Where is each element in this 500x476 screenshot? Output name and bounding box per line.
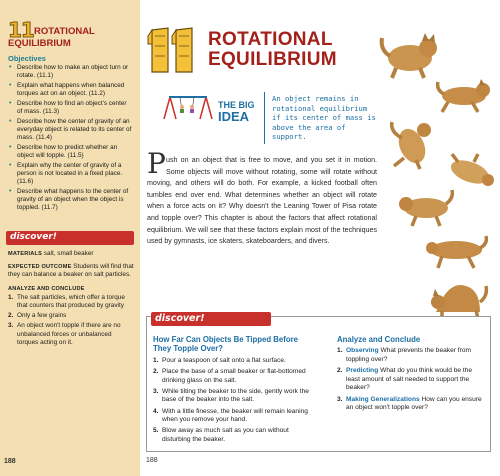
- objective-item: • Explain what happens when balanced torques act on an object. (11.2): [8, 82, 132, 98]
- cat-photo-1: [378, 30, 442, 80]
- objective-item: • Describe how the center of gravity of an everyday object is related to its center of mass. (11.4): [8, 118, 132, 142]
- procedure-step: [153, 427, 315, 444]
- question-skill: Making Generalizations: [346, 395, 420, 403]
- discover-banner: [151, 312, 271, 326]
- step-number: 1.: [153, 356, 159, 364]
- step-number: 3.: [153, 387, 159, 395]
- margin-title-line1: ROTATIONAL: [34, 26, 95, 37]
- question-text: How can you ensure an object won't topple over?: [346, 395, 482, 412]
- answer-item: [8, 294, 134, 310]
- question-number: 2.: [337, 367, 343, 375]
- step-number: 2.: [153, 368, 159, 375]
- page-number: 188: [146, 457, 158, 464]
- chapter-title-line2: EQUILIBRIUM: [208, 49, 337, 70]
- chapter-number-graphic: [146, 26, 200, 76]
- big-idea-statement: An object remains in rotational equilibrium if its center of mass is above the area of support.: [272, 94, 376, 142]
- margin-chapter-number: 11: [8, 18, 34, 42]
- question-text: What prevents the beaker from toppling over?: [346, 347, 471, 363]
- big-idea-label: [218, 99, 255, 123]
- procedure-step: [153, 388, 315, 405]
- analyze-answers-list: [8, 294, 134, 347]
- cat-photo-6: [424, 234, 488, 270]
- step-text: Blow away as much salt as you can without disturbing the beaker.: [162, 427, 289, 443]
- step-number: 4.: [153, 407, 159, 415]
- big-idea-label-bottom: IDEA: [218, 109, 250, 124]
- answer-text: An object won't topple if there are no unbalanced forces or unbalanced torques acting on it.: [17, 322, 121, 346]
- margin-discover-notes: [8, 250, 134, 349]
- question-number: 1.: [337, 347, 343, 355]
- objective-item: • Explain why the center of gravity of a person is not located in a fixed place. (11.6): [8, 162, 132, 186]
- objectives-list: [8, 64, 132, 214]
- materials-text: salt, small beaker: [43, 250, 94, 257]
- margin-page-number: 188: [4, 458, 16, 465]
- cat-photo-2: [436, 76, 492, 114]
- analyze-conclude-label: ANALYZE AND CONCLUDE: [8, 285, 85, 292]
- cat-photo-5: [396, 186, 454, 228]
- expected-outcome-label: EXPECTED OUTCOME: [8, 264, 72, 271]
- swing-set-illustration: [160, 94, 216, 120]
- analyze-heading: Analyze and Conclude: [337, 335, 421, 344]
- step-text: Pour a teaspoon of salt onto a flat surface.: [162, 356, 286, 364]
- teacher-margin-column: [0, 0, 140, 476]
- margin-title-line2: EQUILIBRIUM: [8, 38, 71, 49]
- objective-item: • Describe how to predict whether an object will topple. (11.5): [8, 144, 132, 160]
- analyze-question: [337, 367, 487, 393]
- procedure-step: [153, 368, 315, 385]
- drop-cap: P: [147, 147, 166, 180]
- materials-note: [8, 250, 134, 258]
- objectives-heading: Objectives: [8, 54, 46, 63]
- chapter-title: [208, 30, 337, 70]
- discover-label: discover!: [155, 313, 205, 324]
- materials-label: MATERIALS: [8, 251, 43, 257]
- question-text: What do you think would be the least amount of salt needed to support the beaker?: [346, 367, 473, 392]
- question-number: 3.: [337, 395, 343, 403]
- question-skill: Observing: [346, 347, 379, 355]
- step-text: While tilting the beaker to the side, gently work the base of the beaker into the salt.: [162, 387, 309, 404]
- answer-number: 1.: [8, 293, 14, 301]
- step-number: 5.: [153, 427, 159, 435]
- objective-item: • Describe how to find an object's center of mass. (11.3): [8, 100, 132, 116]
- answer-item: [8, 322, 134, 347]
- activity-question: How Far Can Objects Be Tipped Before They Topple Over?: [153, 335, 298, 354]
- answer-text: Only a few grains: [17, 312, 67, 320]
- expected-outcome-note: [8, 263, 134, 279]
- answer-number: 3.: [8, 322, 14, 330]
- expected-outcome-text: Students will find that they can balance a beaker on salt particles.: [8, 263, 134, 279]
- activity-procedure: [153, 335, 315, 447]
- margin-chapter-title: [8, 26, 138, 50]
- margin-discover-label: discover!: [10, 232, 57, 242]
- procedure-step: [153, 357, 315, 366]
- answer-item: [8, 312, 134, 320]
- analyze-question: [337, 396, 487, 413]
- cat-photo-7: [426, 272, 490, 320]
- cat-photo-3: [384, 120, 440, 170]
- answer-text: The salt particles, which offer a torque that counters that produced by gravity: [17, 293, 125, 310]
- objective-item: • Describe what happens to the center of gravity of an object when the object is toppled. (11.7): [8, 188, 132, 212]
- analyze-question: [337, 347, 487, 364]
- question-skill: Predicting: [346, 367, 379, 375]
- analyze-and-conclude: [337, 335, 487, 415]
- chapter-title-line1: ROTATIONAL: [208, 29, 333, 50]
- step-text: Place the base of a small beaker or flat-bottomed drinking glass on the salt.: [162, 368, 306, 384]
- step-text: With a little finesse, the beaker will remain leaning when you remove your hand.: [162, 407, 308, 424]
- procedure-step: [153, 408, 315, 425]
- analyze-questions: [337, 347, 487, 412]
- margin-discover-banner: [6, 231, 134, 245]
- procedure-steps: [153, 357, 315, 445]
- intro-paragraph: ush on an object that is free to move, and you set it in motion. Some objects will move without rotating, some will rotate without moving, and others will do both. For example, a kicked football often tumbles end over end. What determines whether an object will rotate when a force acts on it? Why doesn't the Leaning Tower of Pisa rotate and topple over? This chapter is about the factors that affect rotational equilibrium. We will see that these factors explain most of the techniques used by gymnasts, ice skaters, skateboarders, and divers.: [147, 156, 377, 246]
- objective-item: • Describe how to make an object turn or rotate. (11.1): [8, 64, 132, 80]
- big-idea-label-top: THE BIG: [218, 100, 255, 110]
- digit-one-right: [172, 28, 192, 72]
- discover-activity-box: [146, 313, 491, 452]
- digit-one-left: [148, 28, 168, 72]
- answer-number: 2.: [8, 312, 14, 320]
